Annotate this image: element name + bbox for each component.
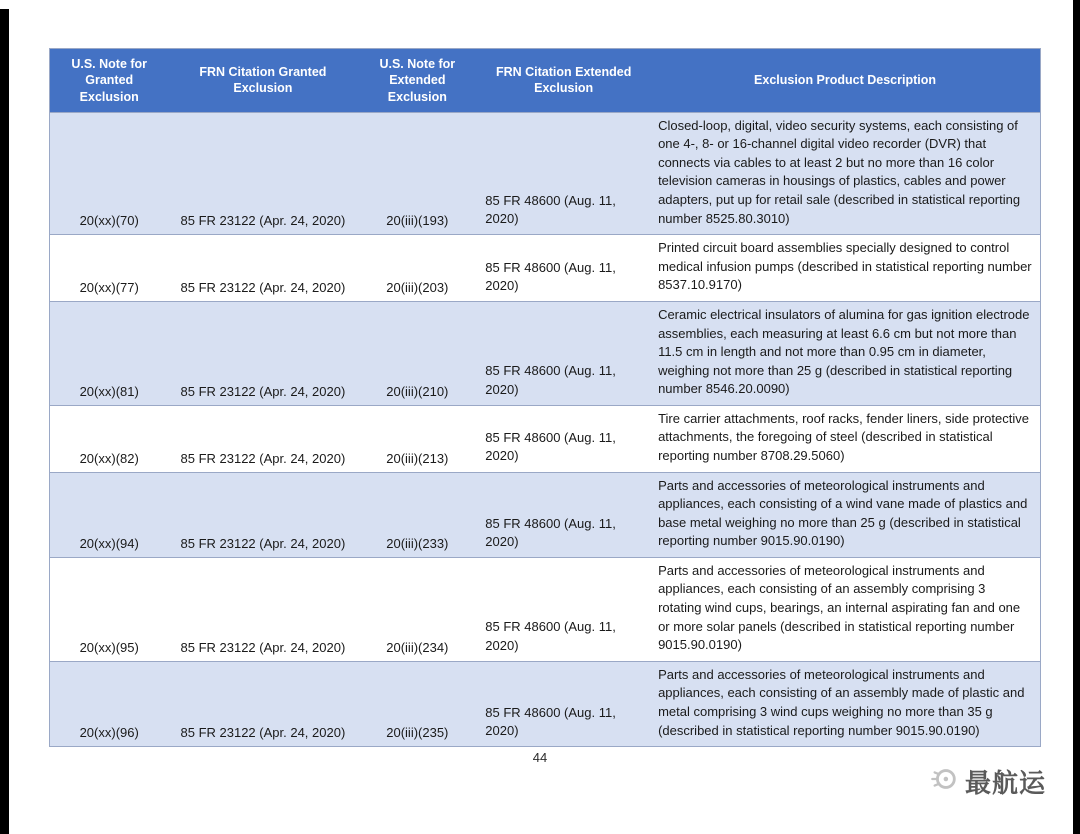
table-row xyxy=(50,661,1041,746)
cell-description: Printed circuit board assemblies specially designed to control medical infusion pumps (described in statistical reporting number 8537.10.9170) xyxy=(650,235,1040,302)
cell-frn-granted: 85 FR 23122 (Apr. 24, 2020) xyxy=(168,557,357,661)
header-note-extended: U.S. Note for Extended Exclusion xyxy=(357,49,477,113)
table-header-row xyxy=(50,49,1041,113)
header-product-description: Exclusion Product Description xyxy=(650,49,1040,113)
header-note-granted: U.S. Note for Granted Exclusion xyxy=(50,49,169,113)
cell-note-extended: 20(iii)(213) xyxy=(357,405,477,472)
right-black-edge xyxy=(1073,0,1080,834)
cell-note-granted: 20(xx)(95) xyxy=(50,557,169,661)
cell-description: Ceramic electrical insulators of alumina for gas ignition electrode assemblies, each measuring at least 6.6 cm but not more than 11.5 cm in length and not more than 0.95 cm in diameter, weighing not more than 25 g (described in statistical reporting number 8546.20.0090) xyxy=(650,301,1040,405)
table-row xyxy=(50,112,1041,234)
cell-frn-granted: 85 FR 23122 (Apr. 24, 2020) xyxy=(168,405,357,472)
cell-frn-granted: 85 FR 23122 (Apr. 24, 2020) xyxy=(168,472,357,557)
cell-description: Tire carrier attachments, roof racks, fender liners, side protective attachments, the foregoing of steel (described in statistical reporting number 8708.29.5060) xyxy=(650,405,1040,472)
cell-frn-granted: 85 FR 23122 (Apr. 24, 2020) xyxy=(168,112,357,234)
cell-note-extended: 20(iii)(210) xyxy=(357,301,477,405)
exclusion-table xyxy=(49,48,1041,747)
cell-frn-extended: 85 FR 48600 (Aug. 11, 2020) xyxy=(477,661,650,746)
watermark-text: 最航运 xyxy=(964,768,1046,798)
watermark-logo xyxy=(929,763,1046,800)
ship-wheel-icon xyxy=(929,764,959,799)
cell-frn-extended: 85 FR 48600 (Aug. 11, 2020) xyxy=(477,405,650,472)
cell-note-extended: 20(iii)(235) xyxy=(357,661,477,746)
table-row xyxy=(50,472,1041,557)
cell-note-extended: 20(iii)(233) xyxy=(357,472,477,557)
header-frn-extended: FRN Citation Extended Exclusion xyxy=(477,49,650,113)
cell-frn-granted: 85 FR 23122 (Apr. 24, 2020) xyxy=(168,235,357,302)
cell-note-granted: 20(xx)(82) xyxy=(50,405,169,472)
cell-frn-granted: 85 FR 23122 (Apr. 24, 2020) xyxy=(168,301,357,405)
cell-description: Parts and accessories of meteorological instruments and appliances, each consisting of an assembly comprising 3 rotating wind cups, bearings, an internal aspirating fan and one or more solar panels (described in statistical reporting number 9015.90.0190) xyxy=(650,557,1040,661)
cell-frn-extended: 85 FR 48600 (Aug. 11, 2020) xyxy=(477,112,650,234)
cell-frn-extended: 85 FR 48600 (Aug. 11, 2020) xyxy=(477,235,650,302)
cell-frn-extended: 85 FR 48600 (Aug. 11, 2020) xyxy=(477,301,650,405)
table-row xyxy=(50,301,1041,405)
table-row xyxy=(50,235,1041,302)
cell-note-granted: 20(xx)(70) xyxy=(50,112,169,234)
cell-note-extended: 20(iii)(203) xyxy=(357,235,477,302)
cell-frn-extended: 85 FR 48600 (Aug. 11, 2020) xyxy=(477,472,650,557)
header-frn-granted: FRN Citation Granted Exclusion xyxy=(168,49,357,113)
cell-description: Closed-loop, digital, video security systems, each consisting of one 4-, 8- or 16-channel digital video recorder (DVR) that connects via cables to at least 2 but no more than 16 color television cameras in housings of plastics, cables and power adapters, put up for retail sale (described in statistical reporting number 8525.80.3010) xyxy=(650,112,1040,234)
cell-description: Parts and accessories of meteorological instruments and appliances, each consisting of a wind vane made of plastics and base metal weighing no more than 25 g (described in statistical reporting number 9015.90.0190) xyxy=(650,472,1040,557)
cell-frn-granted: 85 FR 23122 (Apr. 24, 2020) xyxy=(168,661,357,746)
cell-note-granted: 20(xx)(94) xyxy=(50,472,169,557)
left-black-edge xyxy=(0,9,9,834)
document-page xyxy=(49,48,1041,747)
cell-description: Parts and accessories of meteorological instruments and appliances, each consisting of an assembly made of plastic and metal comprising 3 wind cups weighing no more than 35 g (described in statistical reporting number 9015.90.0190) xyxy=(650,661,1040,746)
cell-note-granted: 20(xx)(77) xyxy=(50,235,169,302)
cell-note-extended: 20(iii)(234) xyxy=(357,557,477,661)
cell-note-granted: 20(xx)(81) xyxy=(50,301,169,405)
cell-note-granted: 20(xx)(96) xyxy=(50,661,169,746)
table-body xyxy=(50,112,1041,746)
page-number: 44 xyxy=(532,750,548,765)
table-row xyxy=(50,557,1041,661)
cell-note-extended: 20(iii)(193) xyxy=(357,112,477,234)
table-row xyxy=(50,405,1041,472)
cell-frn-extended: 85 FR 48600 (Aug. 11, 2020) xyxy=(477,557,650,661)
